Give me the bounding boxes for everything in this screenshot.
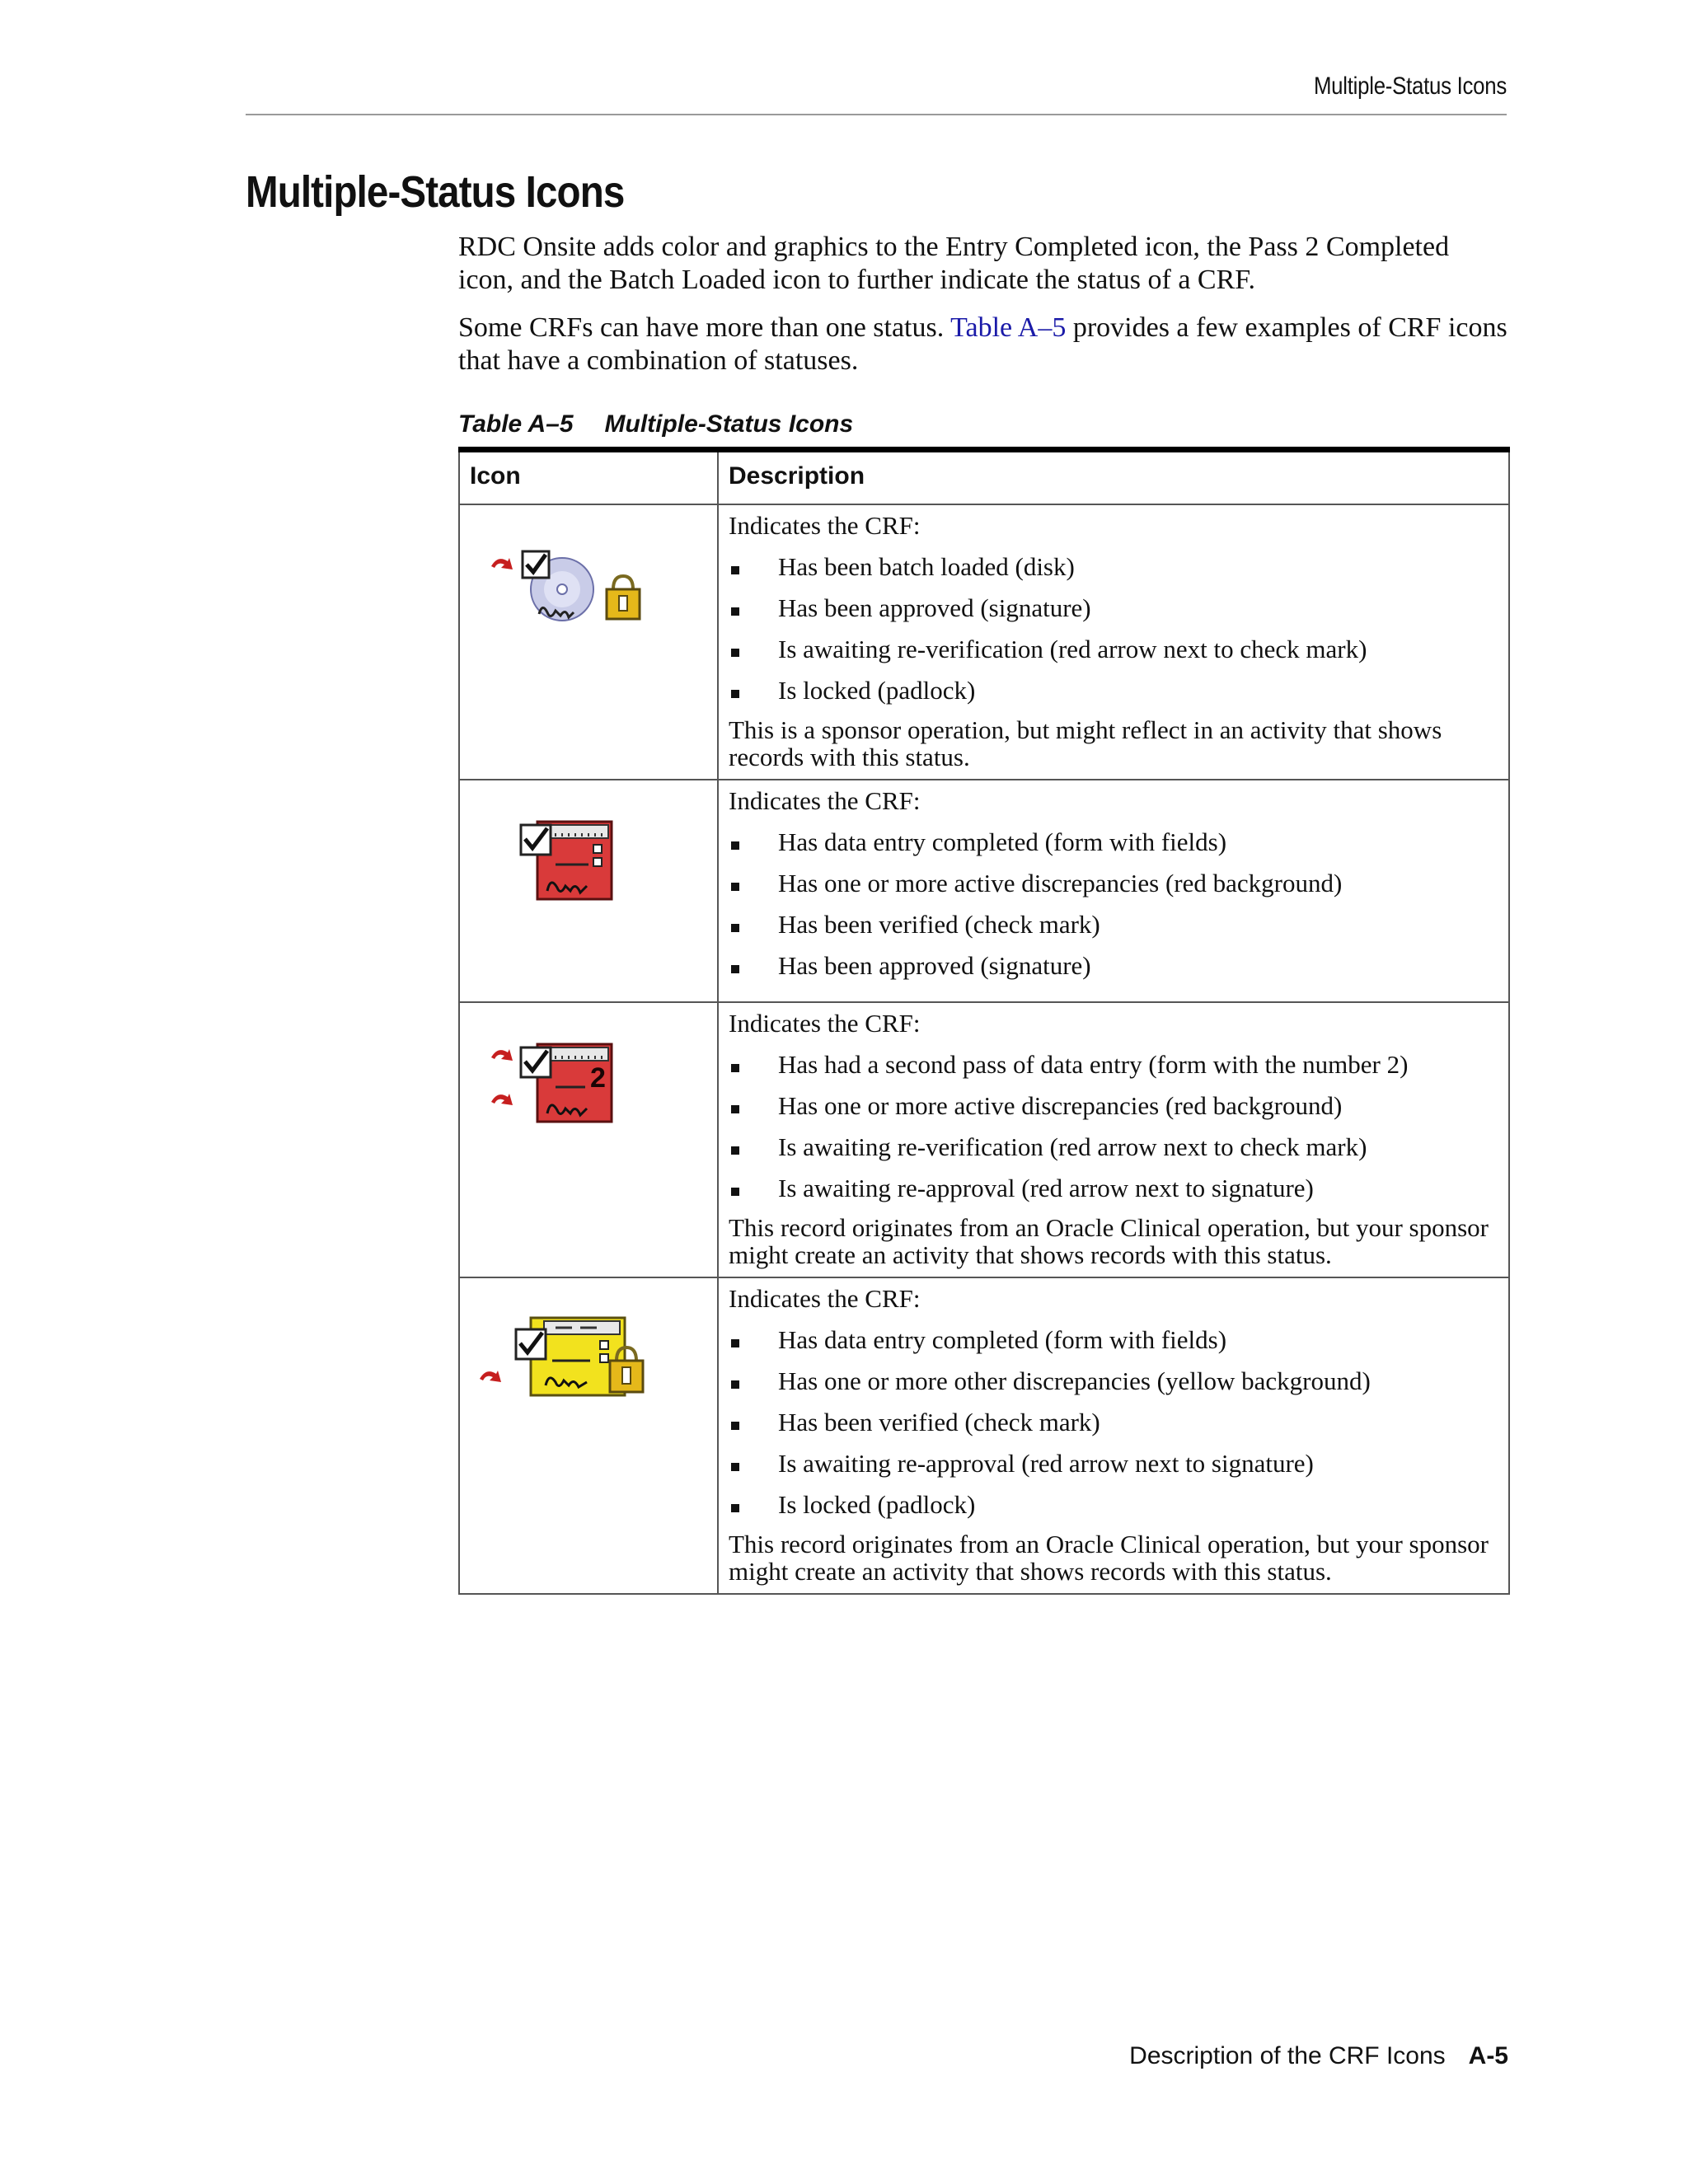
table-reference-paragraph	[458, 312, 1509, 377]
table-header-row	[459, 450, 1509, 505]
footer-chapter-title: Description of the CRF Icons	[1129, 2042, 1446, 2069]
list-item: Has had a second pass of data entry (form with the number 2)	[729, 1051, 1498, 1092]
svg-text:2: 2	[590, 1062, 606, 1094]
description-cell	[718, 1277, 1509, 1594]
list-item: Has data entry completed (form with fields)	[729, 1326, 1498, 1367]
table-a5-link[interactable]: Table A–5	[950, 312, 1067, 343]
table-row	[459, 780, 1509, 1002]
description-cell	[718, 780, 1509, 1002]
list-item: Has one or more active discrepancies (red background)	[729, 869, 1498, 911]
description-note: This record originates from an Oracle Clinical operation, but your sponsor might create an activity that shows records with this status.	[729, 1213, 1489, 1269]
entry-complete-yellow-verified-reapprove-locked-icon	[476, 1313, 649, 1404]
icon-cell	[459, 1002, 718, 1277]
batch-loaded-approved-reverify-locked-icon	[488, 546, 645, 629]
intro-paragraph: RDC Onsite adds color and graphics to the Entry Completed icon, the Pass 2 Completed icon, and the Batch Loaded icon to further indicate the status of a CRF.	[458, 232, 1450, 295]
list-item: Has data entry completed (form with fields)	[729, 828, 1498, 869]
description-note: This is a sponsor operation, but might reflect in an activity that shows records with this status.	[729, 715, 1442, 771]
column-header-description: Description	[718, 450, 1509, 505]
table-caption-label: Table A–5	[458, 410, 574, 438]
list-item: Has been batch loaded (disk)	[729, 553, 1498, 594]
description-intro: Indicates the CRF:	[729, 1009, 921, 1038]
list-item: Is locked (padlock)	[729, 1491, 1498, 1532]
section-title: Multiple-Status Icons	[246, 167, 625, 217]
column-header-icon: Icon	[459, 450, 718, 505]
page-footer	[1129, 2042, 1508, 2070]
list-item: Has one or more other discrepancies (yellow background)	[729, 1367, 1498, 1408]
paragraph-text: provides a few examples of CRF icons that have a combination of statuses.	[458, 312, 1507, 376]
description-intro: Indicates the CRF:	[729, 1284, 921, 1313]
header-rule	[246, 114, 1507, 115]
icon-cell	[459, 1277, 718, 1594]
status-list	[729, 1051, 1498, 1216]
icon-cell	[459, 780, 718, 1002]
table-row	[459, 1002, 1509, 1277]
table-caption-title: Multiple-Status Icons	[604, 410, 854, 438]
list-item: Has one or more active discrepancies (red background)	[729, 1092, 1498, 1133]
status-list	[729, 553, 1498, 718]
pass2-red-reverify-reapprove-icon	[488, 1039, 618, 1125]
list-item: Is awaiting re-verification (red arrow next to check mark)	[729, 635, 1498, 677]
table-row	[459, 1277, 1509, 1594]
description-cell	[718, 504, 1509, 780]
list-item: Has been approved (signature)	[729, 594, 1498, 635]
running-head: Multiple-Status Icons	[1313, 73, 1507, 100]
multiple-status-icons-table	[458, 447, 1510, 1595]
icon-cell	[459, 504, 718, 780]
list-item: Has been verified (check mark)	[729, 911, 1498, 952]
table-caption	[458, 410, 853, 438]
description-note: This record originates from an Oracle Clinical operation, but your sponsor might create an activity that shows records with this status.	[729, 1530, 1489, 1586]
paragraph-text: Some CRFs can have more than one status.	[458, 312, 951, 343]
status-list	[729, 1326, 1498, 1532]
description-cell	[718, 1002, 1509, 1277]
table-row	[459, 504, 1509, 780]
list-item: Is locked (padlock)	[729, 677, 1498, 718]
list-item: Has been approved (signature)	[729, 952, 1498, 993]
entry-complete-red-verified-approved-icon	[519, 817, 618, 902]
list-item: Is awaiting re-approval (red arrow next to signature)	[729, 1174, 1498, 1216]
description-intro: Indicates the CRF:	[729, 511, 921, 540]
list-item: Has been verified (check mark)	[729, 1408, 1498, 1450]
description-intro: Indicates the CRF:	[729, 786, 921, 815]
list-item: Is awaiting re-verification (red arrow next to check mark)	[729, 1133, 1498, 1174]
page-number: A-5	[1468, 2042, 1508, 2069]
list-item: Is awaiting re-approval (red arrow next to signature)	[729, 1450, 1498, 1491]
status-list	[729, 828, 1498, 993]
